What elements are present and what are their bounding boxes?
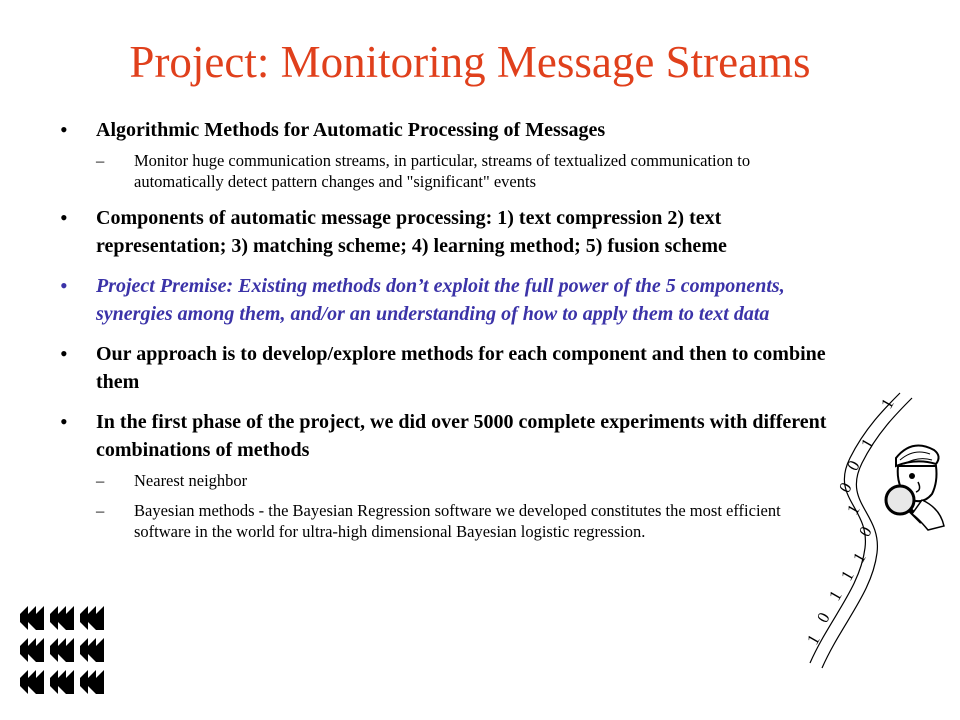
slide-title: Project: Monitoring Message Streams [129,37,811,87]
bullet-symbol: • [60,273,68,298]
logo-icon [18,604,110,700]
binary-digit: 0 [843,457,864,474]
bullet-algorithmic-methods [60,116,840,192]
bullet-symbol: • [60,341,68,366]
binary-digit: 1 [877,395,898,412]
bullet-first-phase [60,408,840,542]
bullet-text: In the first phase of the project, we did over 5000 complete experiments with different combinations of methods [96,411,827,461]
slide-content [60,116,840,554]
bullet-our-approach [60,340,840,396]
sub-bullet-bayesian [96,500,840,542]
sub-bullet-text: Bayesian methods - the Bayesian Regression software we developed constitutes the most efficient software in the world for ultra-high dimensional Bayesian logistic regression. [134,501,781,541]
binary-digit: 0 [835,479,856,496]
binary-digit: 0 [855,523,876,540]
bullet-symbol: • [60,409,68,434]
bullet-text: Our approach is to develop/explore methods for each component and then to combine them [96,343,826,393]
sub-bullet-text: Nearest neighbor [134,471,248,490]
bullet-symbol: • [60,205,68,230]
bullet-symbol: • [60,117,68,142]
bullet-project-premise [60,272,840,328]
binary-digit: 1 [825,587,846,604]
sub-bullet-symbol: – [96,471,105,490]
bullet-text: Project Premise: Existing methods don’t exploit the full power of the 5 components, synergies among them, and/or an understanding of how to apply them to text data [96,275,785,325]
binary-digit: 1 [849,549,870,566]
bullet-text: Components of automatic message processing: 1) text compression 2) text representation; 3) matching scheme; 4) learning method; 5) fusion scheme [96,207,727,257]
sub-bullet-nearest-neighbor [96,470,840,491]
sub-bullet-symbol: – [96,501,105,520]
binary-digit: 0 [813,609,834,626]
sub-bullet-monitor [96,150,840,192]
detective-decoration [790,388,960,678]
sub-bullet-symbol: – [96,151,105,170]
binary-digit: 1 [837,567,858,584]
bullet-text: Algorithmic Methods for Automatic Processing of Messages [96,119,606,141]
binary-stream [803,395,898,648]
binary-digit: 1 [857,435,878,452]
binary-digit: 1 [803,631,824,648]
sub-bullet-text: Monitor huge communication streams, in particular, streams of textualized communication to automatically detect pattern changes and "significant" events [134,151,751,191]
binary-digit: 1 [843,501,864,518]
detective-magnifier-icon [886,446,944,531]
bullet-components [60,204,840,260]
